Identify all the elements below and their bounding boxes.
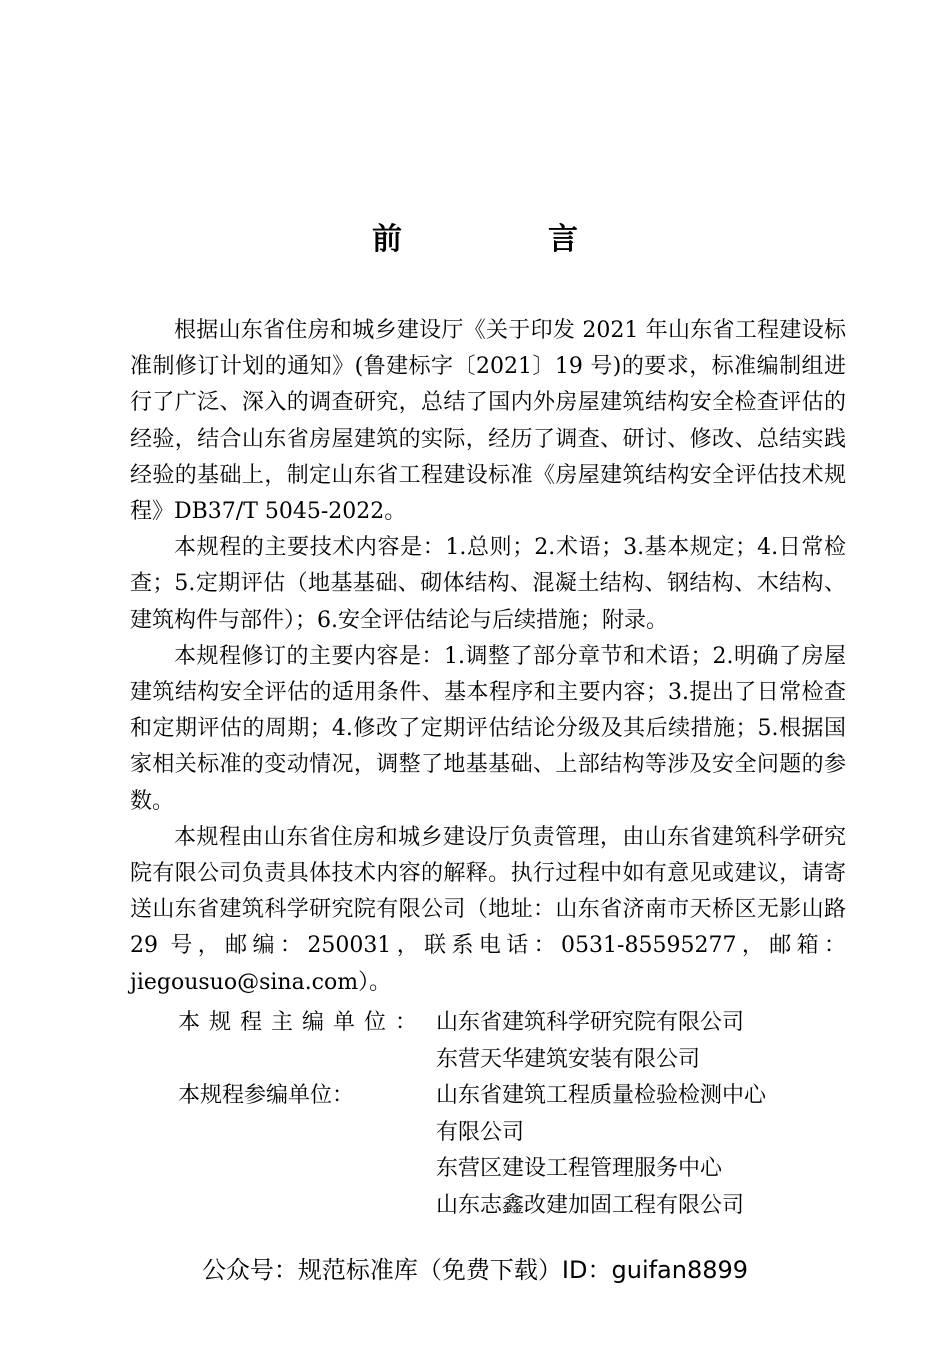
- participating-unit-row: [178, 1115, 838, 1152]
- paragraph-revision-content: 本规程修订的主要内容是：1.调整了部分章节和术语；2.明确了房屋建筑结构安全评估的适用条件、基本程序和主要内容；3.提出了日常检查和定期评估的周期；4.修改了定期评估结论分级及其后续措施；5.根据国家相关标准的变动情况，调整了地基基础、上部结构等涉及安全问题的参数。: [130, 643, 846, 814]
- chief-units-label: 本规程主编单位：: [178, 1010, 427, 1035]
- paragraph-background: 根据山东省住房和城乡建设厅《关于印发 2021 年山东省工程建设标准制修订计划的通知》(鲁建标字〔2021〕19 号)的要求，标准编制组进行了广泛、深入的调查研究，总结了国内外房屋建筑结构安全检查评估的经验，结合山东省房屋建筑的实际，经历了调查、研讨、修改、总结实践经验的基础上，制定山东省工程建设标准《房屋建筑结构安全评估技术规程》DB37/T 5045-2022。: [130, 318, 846, 525]
- participating-unit-row: [178, 1078, 838, 1115]
- participating-units-label: 本规程参编单位：: [178, 1083, 355, 1108]
- chief-unit-row: [178, 1005, 838, 1042]
- label-spacer: [178, 1151, 436, 1188]
- footer-note: 公众号：规范标准库（免费下载）ID：guifan8899: [201, 1256, 749, 1284]
- label-spacer: [178, 1042, 436, 1079]
- chief-unit-name: 东营天华建筑安装有限公司: [436, 1046, 701, 1072]
- paragraph-technical-content: 本规程的主要技术内容是：1.总则；2.术语；3.基本规定；4.日常检查；5.定期评估（地基基础、砌体结构、混凝土结构、钢结构、木结构、建筑构件与部件）；6.安全评估结论与后续措施；附录。: [130, 535, 846, 633]
- participating-unit-name: 山东省建筑工程质量检验检测中心: [436, 1083, 767, 1108]
- chief-unit-name: 山东省建筑科学研究院有限公司: [436, 1010, 745, 1035]
- participating-unit-name: 有限公司: [436, 1119, 525, 1145]
- participating-unit-name: 山东志鑫改建加固工程有限公司: [436, 1192, 745, 1218]
- participating-unit-row: [178, 1188, 838, 1225]
- chief-unit-row: [178, 1042, 838, 1079]
- preface-body: [130, 313, 846, 1001]
- participating-unit-name: 东营区建设工程管理服务中心: [436, 1156, 723, 1181]
- drafting-units: [178, 1005, 838, 1224]
- participating-unit-row: [178, 1151, 838, 1188]
- label-spacer: [178, 1188, 436, 1225]
- paragraph-management-contact: 本规程由山东省住房和城乡建设厅负责管理，由山东省建筑科学研究院有限公司负责具体技术内容的解释。执行过程中如有意见或建议，请寄送山东省建筑科学研究院有限公司（地址：山东省济南市天桥区无影山路 29 号，邮编：250031，联系电话：0531-85595277，邮箱：jiegousuo@sina.com）。: [130, 824, 846, 995]
- page-title: 前 言: [372, 222, 636, 257]
- label-spacer: [178, 1115, 436, 1152]
